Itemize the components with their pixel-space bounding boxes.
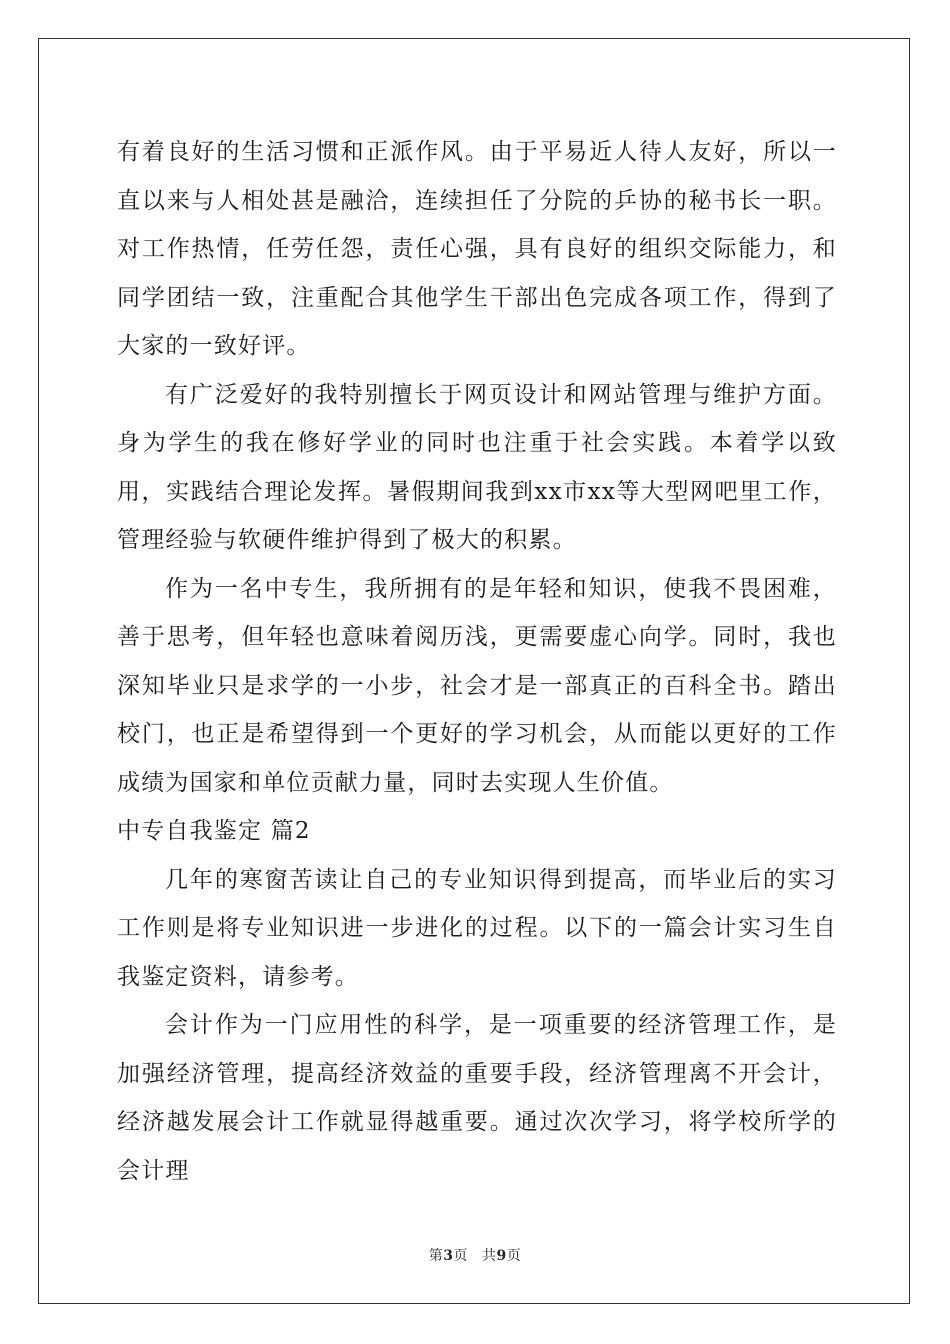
section-heading: 中专自我鉴定 篇2 bbox=[117, 818, 311, 844]
current-page-number: 3 bbox=[443, 1248, 454, 1264]
document-body bbox=[117, 128, 837, 1195]
paragraph-3: 作为一名中专生，我所拥有的是年轻和知识，使我不畏困难，善于思考，但年轻也意味着阅历浅，更需要虚心向学。同时，我也深知毕业只是求学的一小步，社会才是一部真正的百科全书。踏出校门，也正是希望得到一个更好的学习机会，从而能以更好的工作成绩为国家和单位贡献力量，同时去实现人生价值。 bbox=[117, 575, 837, 796]
section-paragraph-2: 会计作为一门应用性的科学，是一项重要的经济管理工作，是加强经济管理，提高经济效益的重要手段，经济管理离不开会计，经济越发展会计工作就显得越重要。通过次次学习，将学校所学的会计理 bbox=[117, 1012, 837, 1184]
page-prefix: 第 bbox=[428, 1248, 444, 1264]
paragraph-1: 有着良好的生活习惯和正派作风。由于平易近人待人友好，所以一直以来与人相处甚是融洽，连续担任了分院的乒协的秘书长一职。对工作热情，任劳任怨，责任心强，具有良好的组织交际能力，和同学团结一致，注重配合其他学生干部出色完成各项工作，得到了大家的一致好评。 bbox=[117, 139, 837, 359]
page-footer bbox=[0, 1245, 950, 1265]
total-suffix: 页 bbox=[506, 1248, 522, 1264]
total-page-number: 9 bbox=[496, 1248, 507, 1264]
paragraph-2: 有广泛爱好的我特别擅长于网页设计和网站管理与维护方面。身为学生的我在修好学业的同时也注重于社会实践。本着学以致用，实践结合理论发挥。暑假期间我到xx市xx等大型网吧里工作，管理经验与软硬件维护得到了极大的积累。 bbox=[117, 381, 837, 553]
page-suffix: 页 bbox=[453, 1248, 468, 1264]
section-paragraph-1: 几年的寒窗苦读让自己的专业知识得到提高，而毕业后的实习工作则是将专业知识进一步进化的过程。以下的一篇会计实习生自我鉴定资料，请参考。 bbox=[117, 866, 837, 990]
total-prefix: 共 bbox=[482, 1248, 497, 1264]
